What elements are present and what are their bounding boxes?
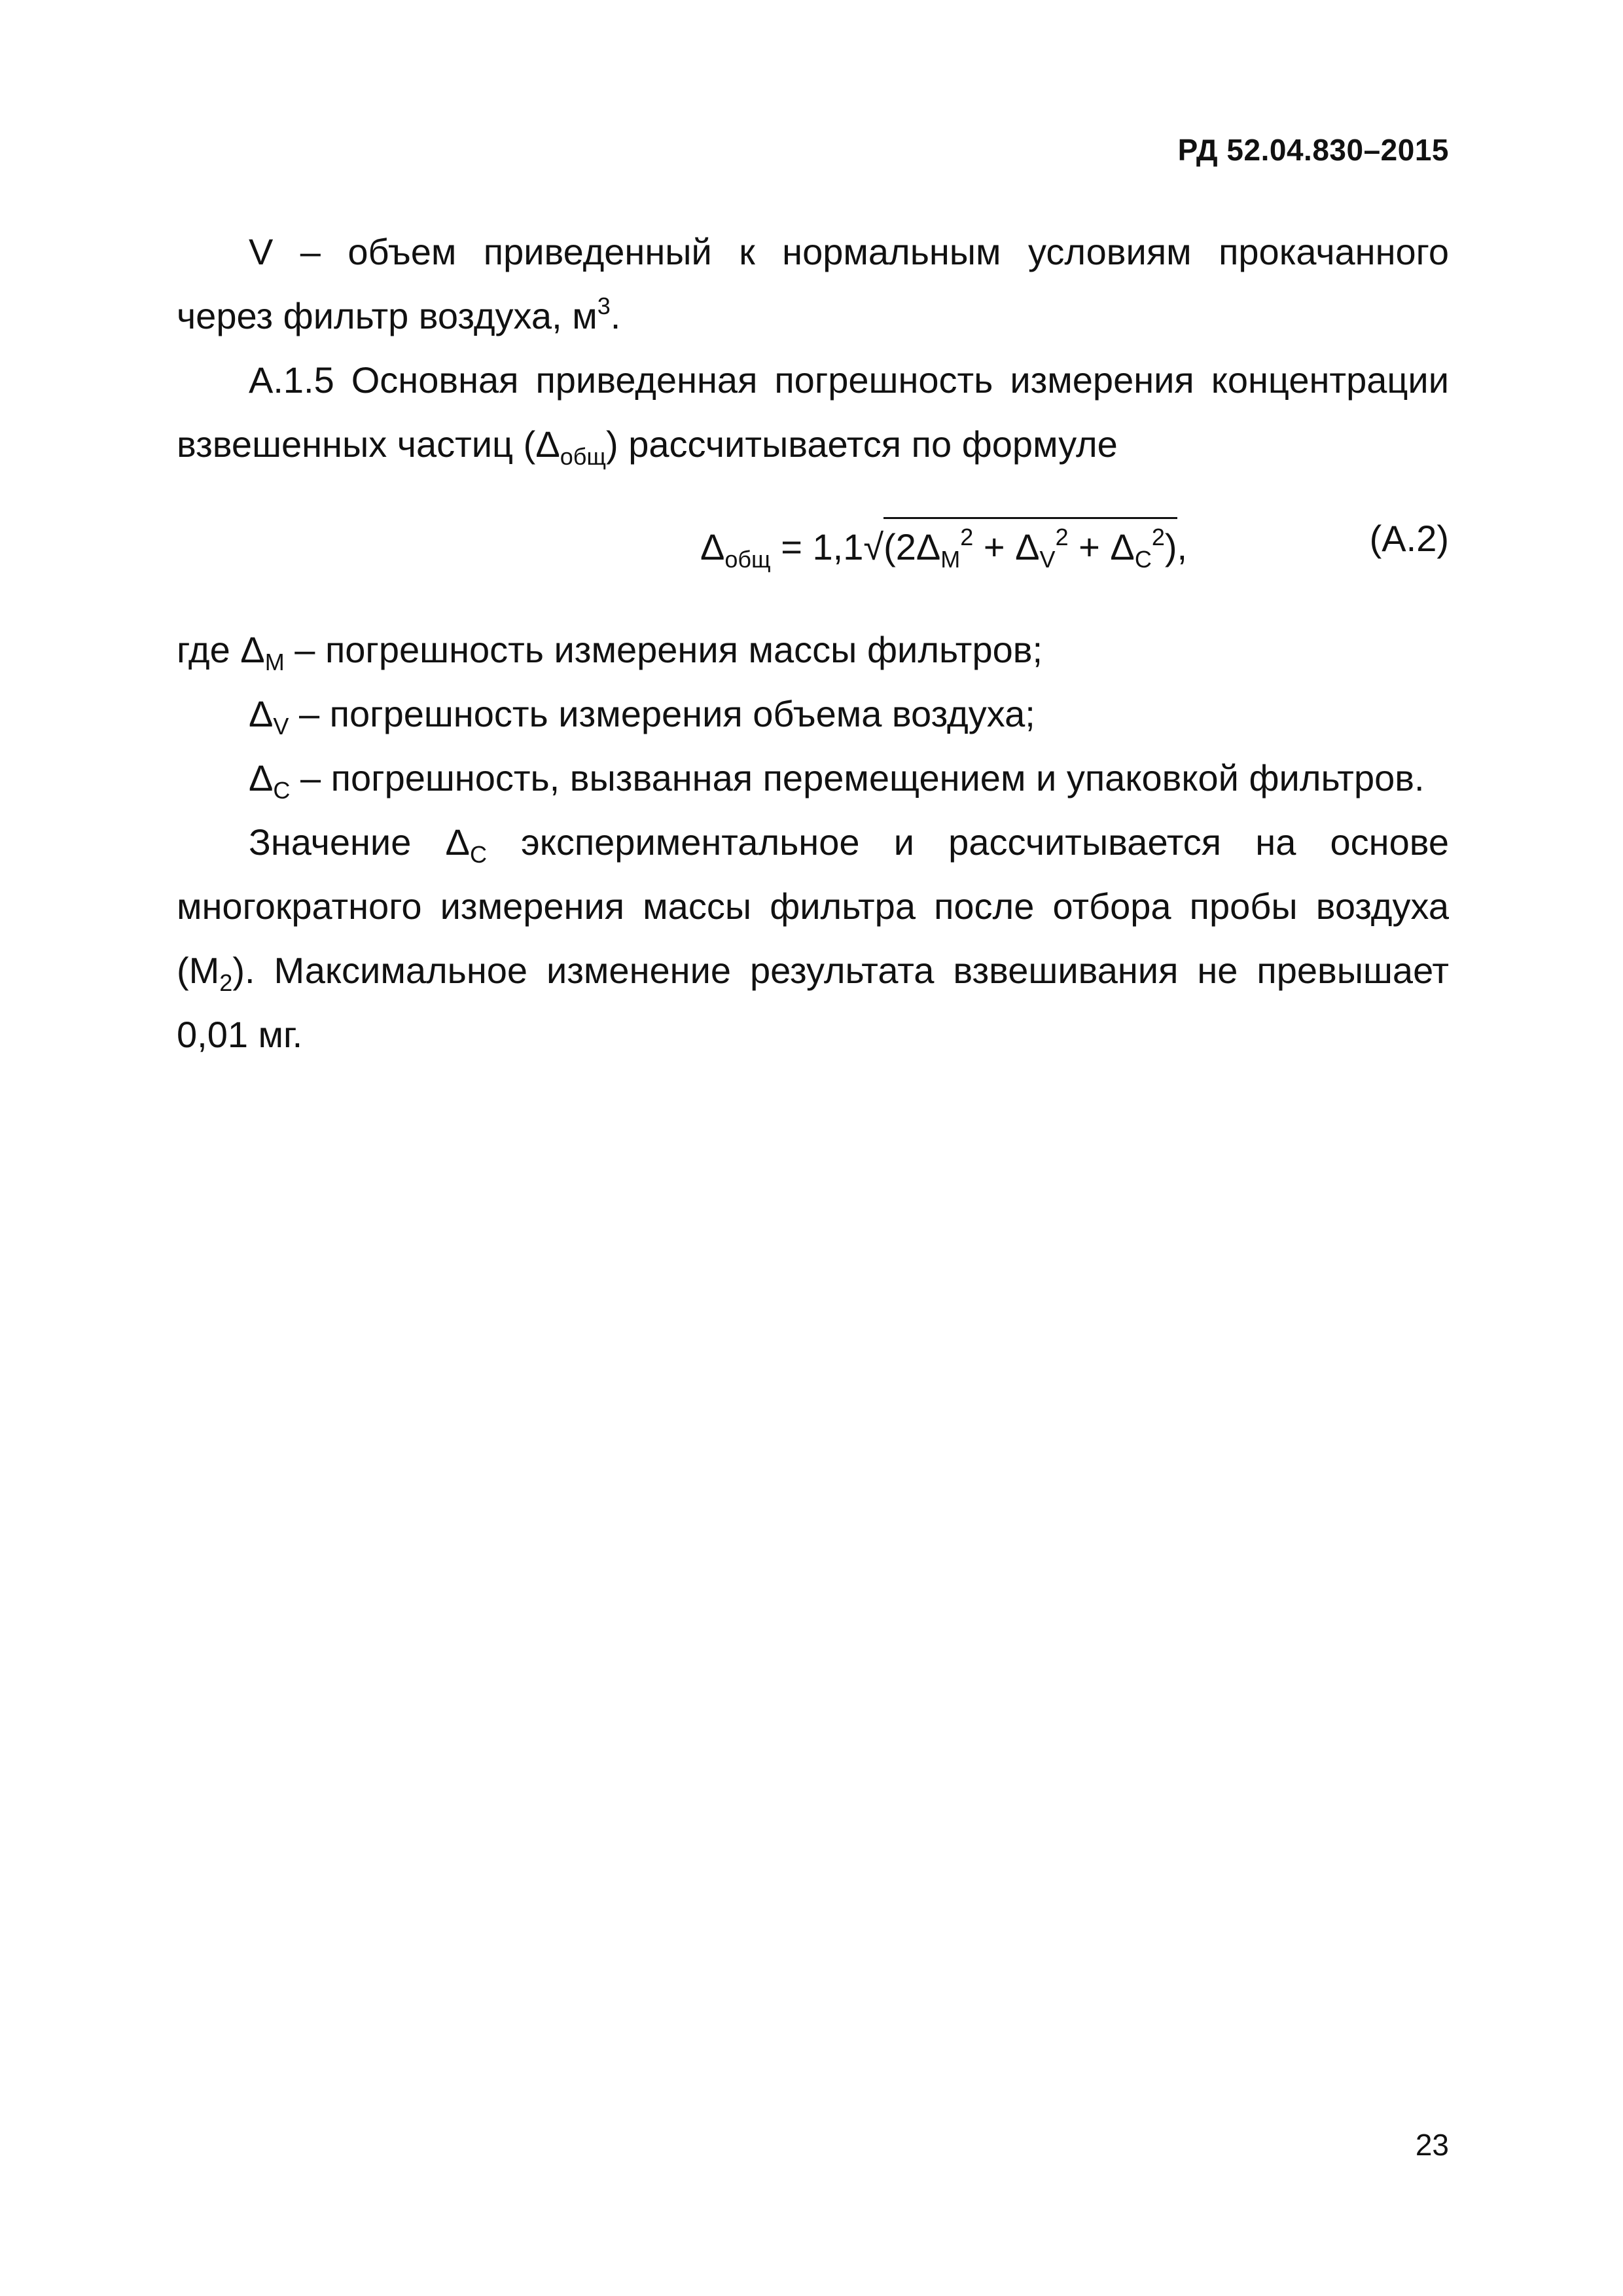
value-l3-prefix: (М — [177, 950, 220, 991]
definition-v-end: . — [610, 295, 621, 336]
formula-close-paren: ) — [1164, 526, 1177, 567]
where-m-prefix: где Δ — [177, 629, 265, 670]
where-delta-c — [249, 757, 1449, 804]
formula-term-c: + Δ — [1068, 526, 1135, 567]
paragraph-a15-text-end: ) рассчитывается по формуле — [606, 423, 1118, 465]
formula-lhs-subscript: общ — [724, 546, 771, 573]
formula-radicand — [883, 517, 1177, 573]
paragraph-a15-text: взвешенных частиц (Δ — [177, 423, 560, 465]
formula-comma: , — [1177, 526, 1188, 567]
value-l1-subscript: С — [469, 841, 487, 868]
where-v-text: – погрешность измерения объема воздуха; — [289, 693, 1035, 734]
definition-v-text: через фильтр воздуха, м — [177, 295, 597, 336]
value-paragraph-line4: 0,01 мг. — [177, 1014, 303, 1055]
document-code-header: РД 52.04.830–2015 — [1177, 133, 1449, 167]
where-c-subscript: С — [273, 777, 291, 804]
paragraph-a15-line1: А.1.5 Основная приведенная погрешность измерения концентрации — [249, 359, 1449, 401]
where-m-subscript: М — [264, 649, 285, 675]
value-l3-text: ). Максимальное изменение результата взвешивания не превышает — [232, 950, 1449, 991]
formula-term-v: + Δ — [973, 526, 1040, 567]
formula-c-subscript: С — [1134, 546, 1152, 573]
where-m-text: – погрешность измерения массы фильтров; — [284, 629, 1043, 670]
formula-c-square: 2 — [1151, 524, 1165, 550]
definition-v-line1: V – объем приведенный к нормальным условиям прокачанного — [249, 231, 1449, 272]
page-number: 23 — [1415, 2128, 1449, 2162]
paragraph-a15-line2 — [177, 423, 1449, 470]
formula-m-square: 2 — [960, 524, 974, 550]
value-paragraph-line2: многократного измерения массы фильтра после отбора пробы воздуха — [177, 886, 1449, 927]
value-l1-text: экспериментальное и рассчитывается на основе — [486, 821, 1449, 863]
formula-v-square: 2 — [1055, 524, 1069, 550]
where-v-subscript: V — [273, 713, 289, 740]
where-delta-m — [177, 628, 1449, 675]
where-c-text: – погрешность, вызванная перемещением и упаковкой фильтров. — [290, 757, 1425, 798]
where-c-prefix: Δ — [249, 757, 274, 798]
formula-m-subscript: М — [940, 546, 961, 573]
value-paragraph-line1 — [249, 821, 1449, 868]
formula-v-subscript: V — [1039, 546, 1056, 573]
value-l3-subscript: 2 — [219, 969, 233, 996]
definition-v-line2 — [177, 295, 1449, 338]
delta-subscript: общ — [560, 443, 606, 470]
formula-delta: Δ — [700, 526, 725, 567]
unit-exponent: 3 — [597, 293, 611, 319]
formula-equals-root: = 1,1√ — [770, 526, 884, 567]
formula-a2 — [700, 517, 1188, 573]
formula-term-m: (2Δ — [883, 526, 941, 567]
formula-number: (А.2) — [1369, 518, 1449, 559]
where-v-prefix: Δ — [249, 693, 274, 734]
value-paragraph-line3 — [177, 949, 1449, 996]
value-l1-prefix: Значение Δ — [249, 821, 470, 863]
where-delta-v — [249, 692, 1449, 740]
